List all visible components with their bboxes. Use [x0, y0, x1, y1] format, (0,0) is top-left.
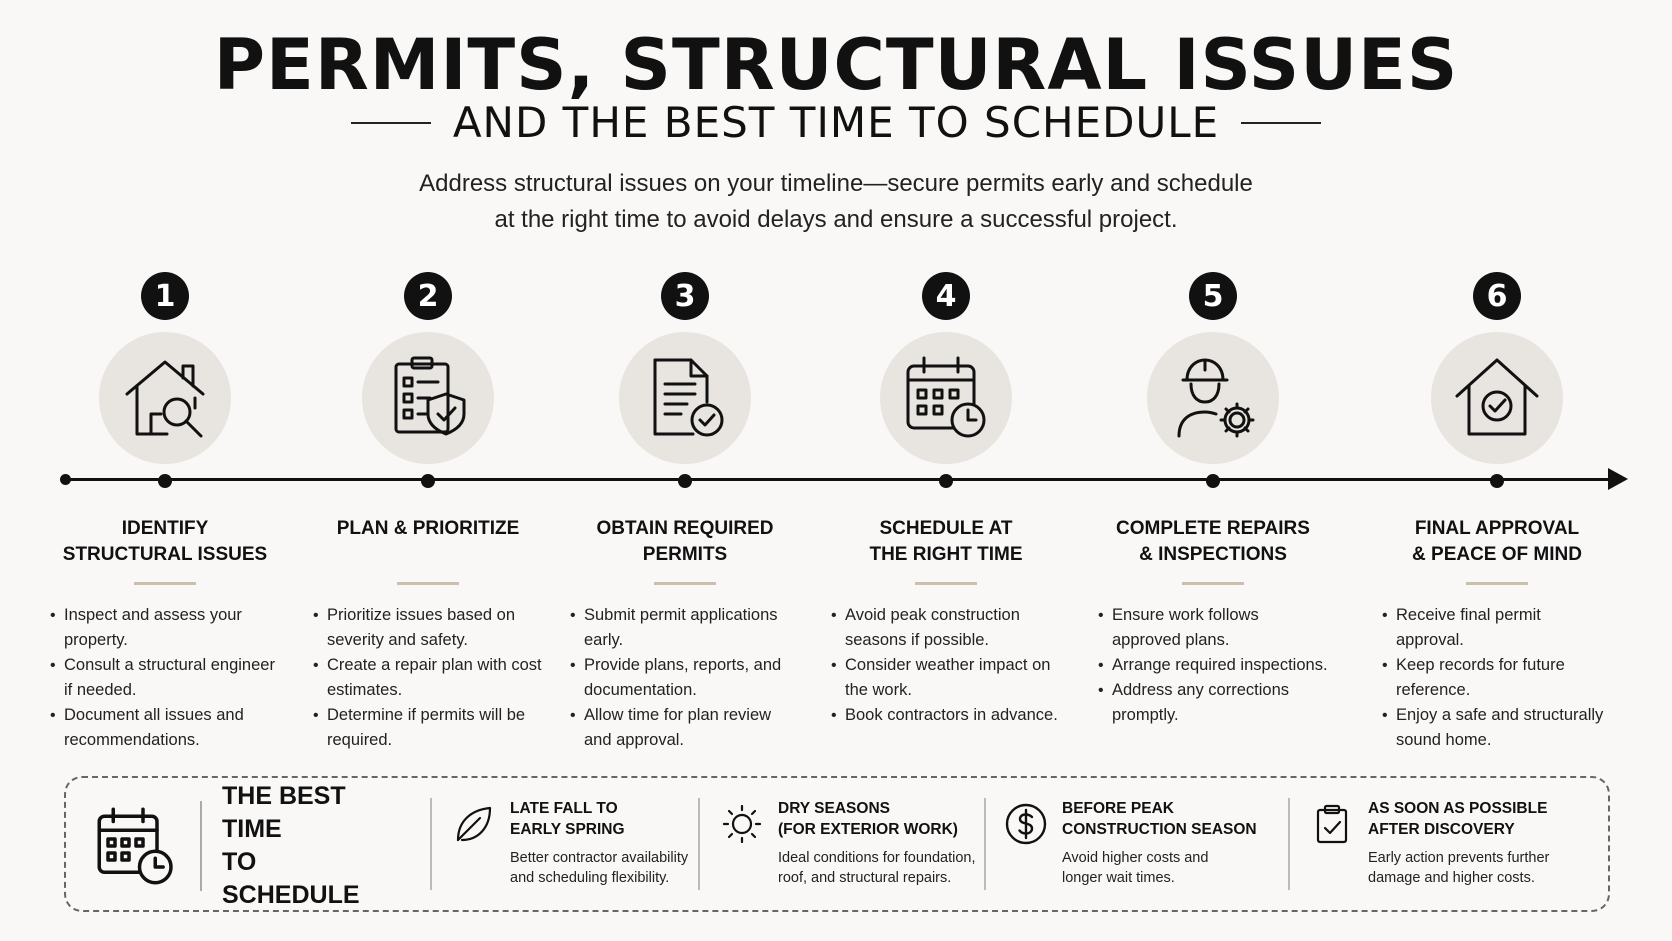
step-number: 3 — [661, 272, 709, 320]
divider — [1288, 798, 1290, 890]
bullet-item: • Create a repair plan with cost estimates. — [313, 653, 543, 703]
tip-heading-line-1: AS SOON AS POSSIBLE — [1368, 800, 1548, 817]
step-rule — [397, 582, 459, 585]
step-bullets — [313, 603, 543, 753]
best-time-panel — [64, 776, 1610, 912]
step-title — [303, 516, 553, 568]
step-bullets — [570, 603, 800, 753]
icon-circle — [362, 332, 494, 464]
intro-line-2: at the right time to avoid delays and ensure a successful project. — [494, 206, 1178, 233]
timeline-dot — [939, 474, 953, 488]
step-title — [560, 516, 810, 568]
step-1 — [40, 272, 290, 753]
tip-late-fall — [452, 798, 692, 894]
bullet-item: • Document all issues and recommendations. — [50, 703, 280, 753]
dollar-icon — [1004, 802, 1048, 846]
step-number: 1 — [141, 272, 189, 320]
step-3 — [560, 272, 810, 753]
step-title — [821, 516, 1071, 568]
tip-heading — [1062, 798, 1257, 840]
tip-heading-line-1: LATE FALL TO — [510, 800, 618, 817]
icon-circle — [880, 332, 1012, 464]
step-number: 5 — [1189, 272, 1237, 320]
subtitle-rule-left — [351, 122, 431, 124]
divider — [698, 798, 700, 890]
tip-description — [1368, 848, 1549, 888]
icon-circle — [619, 332, 751, 464]
bullet-item: • Prioritize issues based on severity and safety. — [313, 603, 543, 653]
timeline-dot — [1490, 474, 1504, 488]
step-title-line-2: & INSPECTIONS — [1139, 544, 1287, 565]
tip-heading — [1368, 798, 1549, 840]
step-title-line-2: THE RIGHT TIME — [869, 544, 1023, 565]
icon-circle — [1431, 332, 1563, 464]
sun-icon — [720, 802, 764, 846]
house-magnifier-icon — [117, 350, 213, 446]
divider — [984, 798, 986, 890]
bullet-item: • Address any corrections promptly. — [1098, 678, 1328, 728]
document-check-icon — [637, 350, 733, 446]
bullet-item: • Determine if permits will be required. — [313, 703, 543, 753]
step-number: 4 — [922, 272, 970, 320]
bullet-item: • Submit permit applications early. — [570, 603, 800, 653]
tip-heading — [778, 798, 976, 840]
step-rule — [915, 582, 977, 585]
tip-text — [510, 798, 688, 894]
checklist-shield-icon — [380, 350, 476, 446]
subtitle-row — [0, 98, 1672, 147]
best-time-title-line-1: THE BEST TIME — [222, 782, 346, 843]
bullet-item: • Avoid peak construction seasons if possible. — [831, 603, 1061, 653]
bullet-item: • Enjoy a safe and structurally sound home. — [1382, 703, 1612, 753]
step-rule — [1466, 582, 1528, 585]
worker-gear-icon — [1165, 350, 1261, 446]
step-title-line-1: PLAN & PRIORITIZE — [336, 518, 520, 539]
step-title-line-1: OBTAIN REQUIRED — [596, 518, 774, 539]
bullet-item: • Book contractors in advance. — [831, 703, 1061, 728]
timeline-dot — [421, 474, 435, 488]
tip-description-line-2: roof, and structural repairs. — [778, 870, 952, 886]
intro-text — [0, 166, 1672, 238]
step-rule — [134, 582, 196, 585]
step-bullets — [1098, 603, 1328, 728]
calendar-clock-icon — [898, 350, 994, 446]
timeline-dot — [678, 474, 692, 488]
step-title-line-1: IDENTIFY — [121, 518, 209, 539]
page-subtitle: AND THE BEST TIME TO SCHEDULE — [452, 98, 1220, 147]
bullet-item: • Inspect and assess your property. — [50, 603, 280, 653]
tip-text — [778, 798, 976, 894]
step-title-line-2: STRUCTURAL ISSUES — [62, 544, 268, 565]
leaf-icon — [452, 802, 496, 846]
tip-heading-line-2: CONSTRUCTION SEASON — [1062, 821, 1257, 838]
tip-heading-line-2: EARLY SPRING — [510, 821, 625, 838]
tip-dry-seasons — [720, 798, 990, 894]
tip-description — [510, 848, 688, 888]
bullet-item: • Consult a structural engineer if needed. — [50, 653, 280, 703]
tip-heading — [510, 798, 688, 840]
step-2 — [303, 272, 553, 753]
bullet-item: • Receive final permit approval. — [1382, 603, 1612, 653]
divider — [200, 801, 202, 891]
step-5 — [1088, 272, 1338, 728]
step-title-line-2: PERMITS — [642, 544, 728, 565]
step-number: 2 — [404, 272, 452, 320]
icon-circle — [99, 332, 231, 464]
clipboard-check-icon — [1310, 802, 1354, 846]
step-number: 6 — [1473, 272, 1521, 320]
step-title-line-1: FINAL APPROVAL — [1414, 518, 1580, 539]
bullet-item: • Ensure work follows approved plans. — [1098, 603, 1328, 653]
tip-text — [1368, 798, 1549, 894]
tip-asap — [1310, 798, 1590, 894]
icon-circle — [1147, 332, 1279, 464]
timeline-dot — [1206, 474, 1220, 488]
tip-description-line-2: longer wait times. — [1062, 870, 1175, 886]
page-title: PERMITS, STRUCTURAL ISSUES — [213, 24, 1459, 106]
tip-heading-line-1: DRY SEASONS — [778, 800, 890, 817]
tip-heading-line-2: AFTER DISCOVERY — [1368, 821, 1515, 838]
step-title — [1372, 516, 1622, 568]
bullet-item: • Keep records for future reference. — [1382, 653, 1612, 703]
tip-description — [1062, 848, 1257, 888]
step-6 — [1372, 272, 1622, 753]
step-title-line-2: & PEACE OF MIND — [1412, 544, 1582, 565]
tip-description — [778, 848, 976, 888]
subtitle-rule-right — [1241, 122, 1321, 124]
best-time-title-line-2: TO SCHEDULE — [222, 848, 360, 909]
step-title-line-1: COMPLETE REPAIRS — [1116, 518, 1310, 539]
step-4 — [821, 272, 1071, 728]
step-bullets — [50, 603, 280, 753]
intro-line-1: Address structural issues on your timeline—secure permits early and schedule — [419, 170, 1253, 197]
tip-description-line-2: damage and higher costs. — [1368, 870, 1535, 886]
tip-heading-line-1: BEFORE PEAK — [1062, 800, 1174, 817]
bullet-item: • Arrange required inspections. — [1098, 653, 1328, 678]
bullet-item: • Consider weather impact on the work. — [831, 653, 1061, 703]
tip-description-line-1: Better contractor availability — [510, 850, 689, 866]
tip-description-line-1: Early action prevents further — [1368, 850, 1550, 866]
tip-before-peak — [1004, 798, 1274, 894]
step-bullets — [831, 603, 1061, 728]
step-bullets — [1382, 603, 1612, 753]
calendar-clock-icon — [94, 804, 178, 888]
house-check-icon — [1449, 350, 1545, 446]
step-title-line-1: SCHEDULE AT — [879, 518, 1013, 539]
step-rule — [1182, 582, 1244, 585]
timeline-dot — [158, 474, 172, 488]
step-title — [1088, 516, 1338, 568]
bullet-item: • Provide plans, reports, and documentation. — [570, 653, 800, 703]
step-rule — [654, 582, 716, 585]
bullet-item: • Allow time for plan review and approval. — [570, 703, 800, 753]
tip-description-line-1: Ideal conditions for foundation, — [778, 850, 976, 866]
best-time-heading-block — [94, 782, 394, 909]
divider — [430, 798, 432, 890]
step-title — [40, 516, 290, 568]
best-time-title — [222, 780, 382, 912]
tip-description-line-2: and scheduling flexibility. — [510, 870, 670, 886]
tip-description-line-1: Avoid higher costs and — [1062, 850, 1209, 866]
tip-text — [1062, 798, 1257, 894]
tip-heading-line-2: (FOR EXTERIOR WORK) — [778, 821, 958, 838]
